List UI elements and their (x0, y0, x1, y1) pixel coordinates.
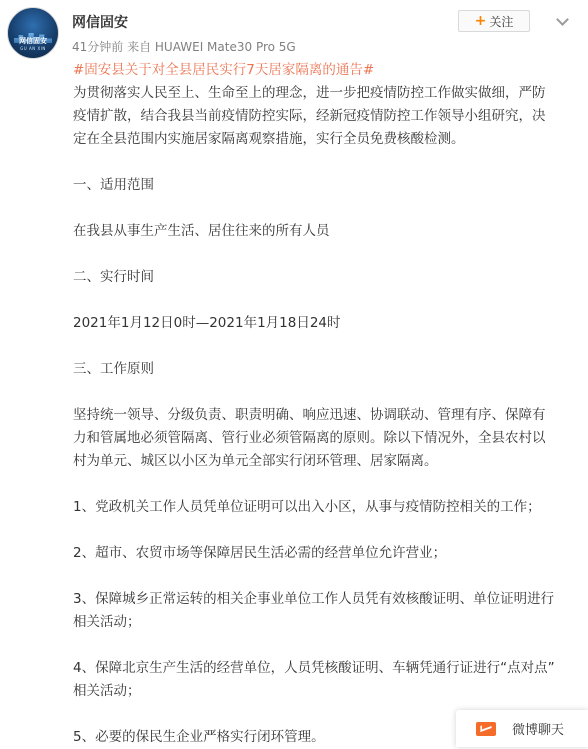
topic-link[interactable]: #固安县关于对全县居民实行7天居家隔离的通告# (73, 62, 375, 78)
item-3-line-1: 3、保障城乡正常运转的相关企事业单位工作人员凭有效核酸证明、单位证明进行 (73, 591, 555, 607)
principles-line-1: 坚持统一领导、分级负责、职责明确、响应迅速、协调联动、管理有序、保障有 (73, 407, 546, 423)
spacer (73, 151, 578, 174)
avatar-subtext: GU AN XIN (20, 46, 46, 51)
principles-line-3: 村为单元、城区以小区为单元全部实行闭环管理、居家隔离。 (73, 453, 438, 469)
avatar[interactable] (7, 7, 59, 59)
avatar-text: 网信固安 (19, 37, 47, 45)
spacer (73, 243, 578, 266)
item-1: 1、党政机关工作人员凭单位证明可以出入小区，从事与疫情防控相关的工作； (73, 499, 541, 515)
spacer (73, 565, 578, 588)
follow-label: 关注 (489, 14, 514, 29)
chat-label: 微博聊天 (512, 723, 565, 738)
section-heading-scope: 一、适用范围 (73, 177, 154, 193)
spacer (73, 473, 578, 496)
principles-line-2: 力和管属地必须管隔离、管行业必须管隔离的原则。除以下情况外，全县农村以 (73, 430, 546, 446)
plus-icon: + (474, 13, 487, 29)
account-name[interactable]: 网信固安 (72, 15, 128, 31)
spacer (73, 519, 578, 542)
mail-icon (476, 722, 496, 736)
section-heading-principles: 三、工作原则 (73, 361, 154, 377)
spacer (73, 197, 578, 220)
chevron-down-icon (556, 13, 569, 26)
time-text: 2021年1月12日0时—2021年1月18日24时 (73, 315, 341, 331)
intro-line-1: 为贯彻落实人民至上、生命至上的理念，进一步把疫情防控工作做实做细，严防 (73, 85, 546, 101)
intro-line-3: 定在全县范围内实施居家隔离观察措施，实行全员免费核酸检测。 (73, 131, 465, 147)
spacer (73, 381, 578, 404)
item-4-line-1: 4、保障北京生产生活的经营单位，人员凭核酸证明、车辆凭通行证进行“点对点” (73, 660, 555, 676)
spacer (73, 335, 578, 358)
item-2: 2、超市、农贸市场等保障居民生活必需的经营单位允许营业； (73, 545, 447, 561)
post-meta: 41分钟前 来自 HUAWEI Mate30 Pro 5G (72, 40, 296, 54)
post-header (0, 0, 588, 62)
more-options-button[interactable] (553, 12, 571, 30)
spacer (73, 289, 578, 312)
post-body (73, 59, 578, 749)
item-3-line-2: 相关活动； (73, 614, 141, 630)
follow-button[interactable] (458, 10, 530, 32)
spacer (73, 634, 578, 657)
intro-line-2: 疫情扩散，结合我县当前疫情防控实际，经新冠疫情防控工作领导小组研究，决 (73, 108, 546, 124)
item-4-line-2: 相关活动； (73, 683, 141, 699)
section-heading-time: 二、实行时间 (73, 269, 154, 285)
weibo-chat-button[interactable] (456, 710, 588, 747)
scope-text: 在我县从事生产生活、居住往来的所有人员 (73, 223, 330, 239)
item-5: 5、必要的保民生企业严格实行闭环管理。 (73, 729, 325, 745)
